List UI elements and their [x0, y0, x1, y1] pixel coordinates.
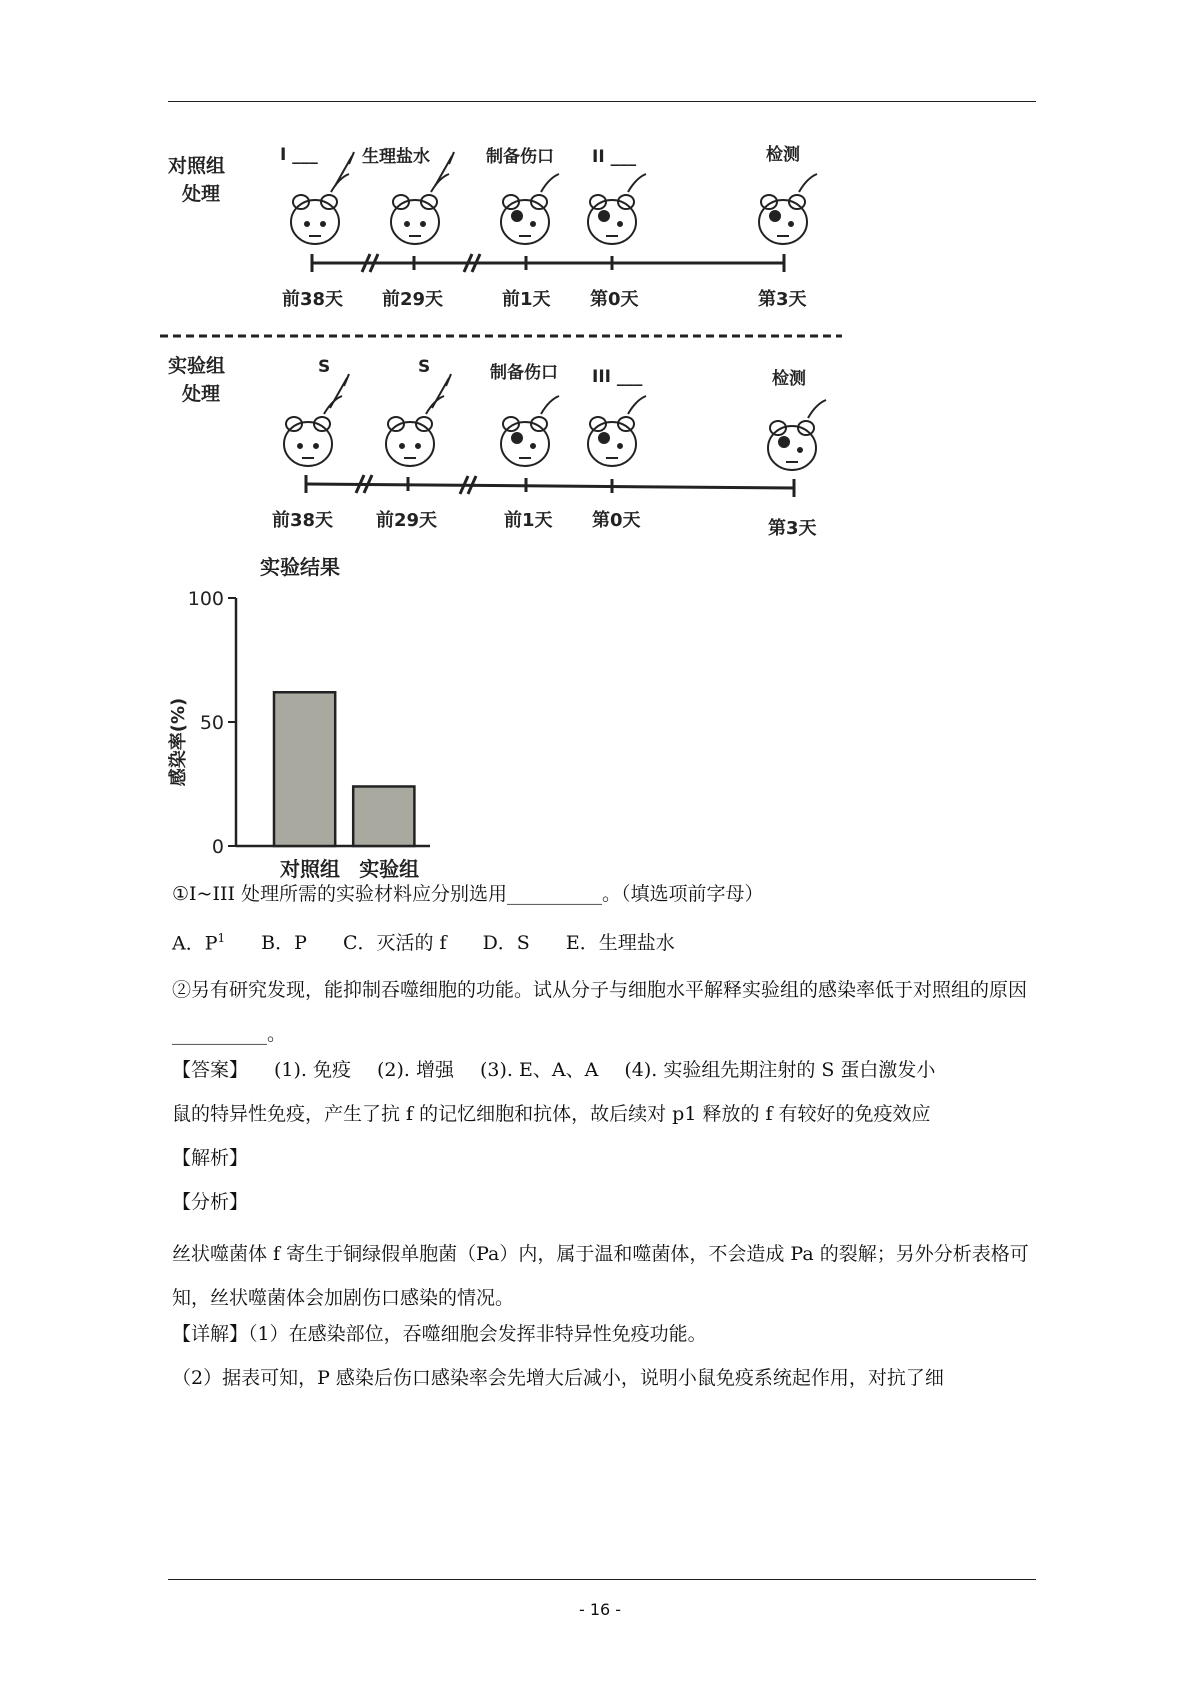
experiment-group-label-line1: 实验组: [168, 355, 226, 377]
mouse-icon: [291, 174, 349, 244]
experiment-time-4: 第0天: [592, 510, 641, 531]
y-tick-label: 0: [211, 836, 224, 858]
experiment-timeline: [306, 475, 794, 497]
control-step-4: II ___: [592, 147, 637, 167]
wounded-mouse-icon: [759, 174, 817, 244]
experiment-steps: [318, 357, 806, 389]
option-e: [566, 929, 675, 957]
wounded-mouse-icon: [501, 396, 559, 466]
control-time-5: 第3天: [758, 289, 807, 310]
control-time-3: 前1天: [502, 289, 551, 310]
experiment-time-5: 第3天: [768, 518, 817, 539]
experiment-time-1: 前38天: [272, 510, 334, 531]
page-number: - 16 -: [578, 1600, 622, 1619]
x-category-label: 实验组: [359, 857, 420, 881]
experiment-step-1: S: [318, 357, 331, 377]
analysis-sub-label: 【分析】: [172, 1191, 249, 1213]
control-time-2: 前29天: [382, 289, 444, 310]
wounded-mouse-icon: [588, 174, 646, 244]
option-letter: C．: [342, 932, 377, 955]
answer-label: 【答案】: [172, 1059, 249, 1081]
experiment-time-2: 前29天: [376, 510, 438, 531]
control-step-3: 制备伤口: [486, 147, 554, 167]
answer-item-1: (1). 免疫: [274, 1059, 352, 1081]
y-tick-label: 100: [187, 588, 224, 610]
mouse-icon: [284, 396, 342, 466]
experiment-step-3: 制备伤口: [490, 363, 558, 383]
answer-continuation: 鼠的特异性免疫，产生了抗 f 的记忆细胞和抗体，故后续对 p1 释放的 f 有较好的免疫效应: [172, 1103, 931, 1125]
option-a: [172, 924, 225, 957]
experiment-group-row: [168, 354, 826, 539]
question-2: ②另有研究发现，能抑制吞噬细胞的功能。试从分子与细胞水平解释实验组的感染率低于对照组的原因__________。: [172, 979, 1028, 1045]
option-c: [343, 929, 447, 957]
answer-item-4: (4). 实验组先期注射的 S 蛋白激发小: [624, 1059, 936, 1081]
option-text: P: [204, 932, 218, 955]
experiment-group-label-line2: 处理: [182, 383, 221, 405]
detail-paragraph-1: （1）在感染部位，吞噬细胞会发挥非特异性免疫功能。: [248, 1323, 707, 1345]
answer-item-3: (3). E、A、A: [480, 1059, 599, 1081]
mouse-icon: [391, 174, 449, 244]
bar-2: [353, 786, 414, 846]
control-step-2: 生理盐水: [362, 147, 430, 167]
analysis-text: 丝状噬菌体 f 寄生于铜绿假单胞菌（Pa）内，属于温和噬菌体，不会造成 Pa 的裂解；另外分析表格可知，丝状噬菌体会加剧伤口感染的情况。: [172, 1243, 1029, 1309]
detail-paragraph-2: （2）据表可知，P 感染后伤口感染率会先增大后减小，说明小鼠免疫系统起作用，对抗了细: [172, 1367, 944, 1389]
detail-label: 【详解】: [172, 1323, 249, 1345]
control-step-1: I ___: [280, 145, 318, 165]
mouse-icon: [386, 396, 444, 466]
question-1: ①I~III 处理所需的实验材料应分别选用__________。（填选项前字母）: [172, 883, 764, 905]
control-group-label-line1: 对照组: [168, 155, 226, 177]
question-options: [172, 924, 1036, 957]
experiment-time-3: 前1天: [504, 510, 553, 531]
experiment-step-4: III ___: [592, 367, 643, 387]
control-steps: [280, 144, 800, 167]
experiment-times: [272, 509, 817, 539]
option-letter: E．: [565, 932, 599, 955]
footer-rule: [168, 1579, 1036, 1580]
option-d: [483, 929, 530, 957]
wounded-mouse-icon: [768, 400, 826, 470]
option-b: [261, 929, 307, 957]
option-letter: B．: [261, 932, 295, 955]
chart-title: 实验结果: [260, 555, 340, 579]
analysis-label: 【解析】: [172, 1147, 249, 1169]
chart-bars: [274, 692, 419, 881]
option-text: 灭活的 f: [376, 932, 447, 955]
option-text: P: [294, 932, 307, 955]
experiment-diagram: [160, 140, 860, 540]
experiment-step-5: 检测: [772, 369, 806, 389]
wounded-mouse-icon: [501, 174, 559, 244]
control-group-label-line2: 处理: [182, 183, 221, 205]
control-step-5: 检测: [766, 145, 800, 165]
control-time-1: 前38天: [282, 289, 344, 310]
infection-rate-chart: [160, 548, 460, 888]
option-superscript: 1: [217, 931, 226, 945]
control-timeline: [312, 254, 784, 272]
answer-item-2: (2). 增强: [377, 1059, 455, 1081]
control-group-row: [168, 144, 817, 310]
control-time-4: 第0天: [590, 289, 639, 310]
x-category-label: 对照组: [280, 857, 340, 881]
option-text: 生理盐水: [598, 932, 675, 955]
bar-1: [274, 692, 335, 846]
experiment-step-2: S: [418, 357, 431, 377]
option-letter: D．: [482, 932, 517, 955]
chart-ylabel: 感染率(%): [168, 697, 189, 787]
y-tick-label: 50: [199, 712, 224, 734]
wounded-mouse-icon: [588, 396, 646, 466]
option-text: S: [516, 932, 530, 955]
detail-line-1: [172, 1320, 1036, 1348]
option-letter: A．: [172, 932, 205, 955]
answer-line: [172, 1056, 1036, 1084]
control-times: [282, 288, 807, 310]
header-rule: [168, 101, 1036, 102]
